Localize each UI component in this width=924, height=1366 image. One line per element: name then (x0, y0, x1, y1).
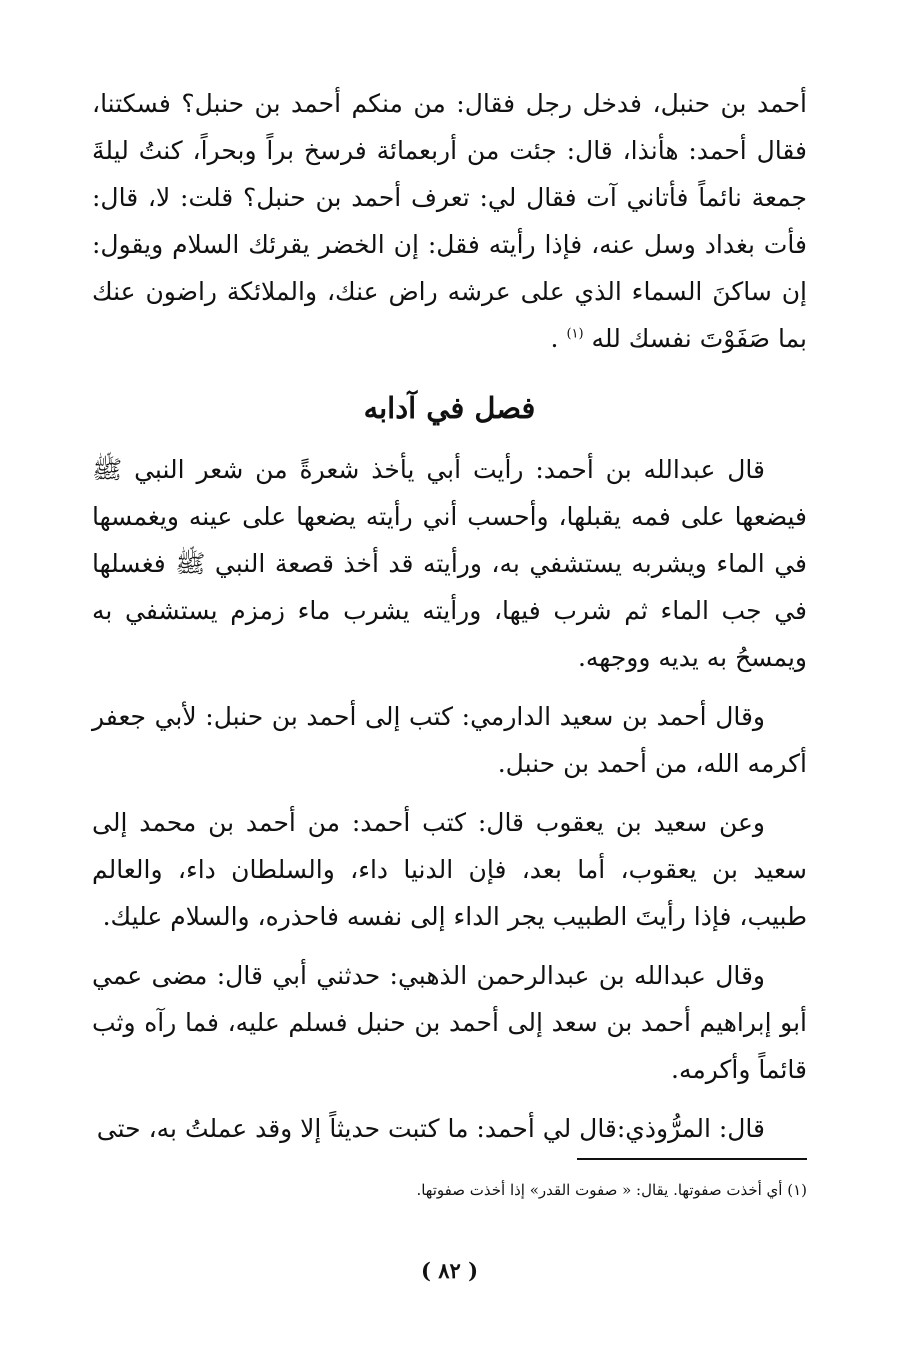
paragraph-darimi-letter: وقال أحمد بن سعيد الدارمي: كتب إلى أحمد بن حنبل: لأبي جعفر أكرمه الله، من أحمد بن حنبل. (92, 702, 807, 778)
paragraph-continuation (92, 80, 807, 362)
section-heading: فصل في آدابه (363, 391, 536, 425)
paragraph-said-letter: وعن سعيد بن يعقوب قال: كتب أحمد: من أحمد بن محمد إلى سعيد بن يعقوب، أما بعد، فإن الدنيا داء، والسلطان داء، والعالم طبيب، فإذا رأيتَ الطبيب يجر الداء إلى نفسه فاحذره، والسلام عليك. (92, 808, 807, 931)
paragraph-marrudhi: قال: المرُّوذي:قال لي أحمد: ما كتبت حديثاً إلا وقد عملتُ به، حتى (96, 1114, 765, 1143)
footnote: (١) أي أخذت صفوتها. يقال: « صفوت القدر» إذا أخذت صفوتها. (416, 1181, 807, 1199)
paragraph-tail: . (550, 324, 567, 353)
paragraph-dhahabi: وقال عبدالله بن عبدالرحمن الذهبي: حدثني أبي قال: مضى عمي أبو إبراهيم أحمد بن سعد إلى أحمد بن حنبل فسلم عليه، فما رآه وثب قائماً وأكرمه. (92, 961, 807, 1084)
footnote-reference: (١) (566, 326, 584, 342)
page-number: ( ٨٢ ) (420, 1258, 479, 1283)
paragraph-hair-relic: قال عبدالله بن أحمد: رأيت أبي يأخذ شعرةً من شعر النبي ﷺ فيضعها على فمه يقبلها، وأحسب أني رأيته يضعها على عينه ويغمسها في الماء ويشربه يستشفي به، ورأيته قد أخذ قصعة النبي ﷺ فغسلها في جب الماء ثم شرب فيها، ورأيته يشرب ماء زمزم يستشفي به ويمسحُ به يديه ووجهه. (92, 455, 807, 672)
paragraph-text: أحمد بن حنبل، فدخل رجل فقال: من منكم أحمد بن حنبل؟ فسكتنا، فقال أحمد: هأنذا، قال: جئت من أربعمائة فرسخ براً وبحراً، كنتُ ليلةَ جمعة نائماً فأتاني آت فقال لي: تعرف أحمد بن حنبل؟ قلت: لا، قال: فأت بغداد وسل عنه، فإذا رأيته فقل: إن الخضر يقرئك السلام ويقول: إن ساكنَ السماء الذي على عرشه راض عنك، والملائكة راضون عنك بما صَفَوْتَ نفسك لله (92, 89, 807, 353)
footnote-divider (577, 1158, 807, 1160)
book-page (92, 80, 807, 1320)
